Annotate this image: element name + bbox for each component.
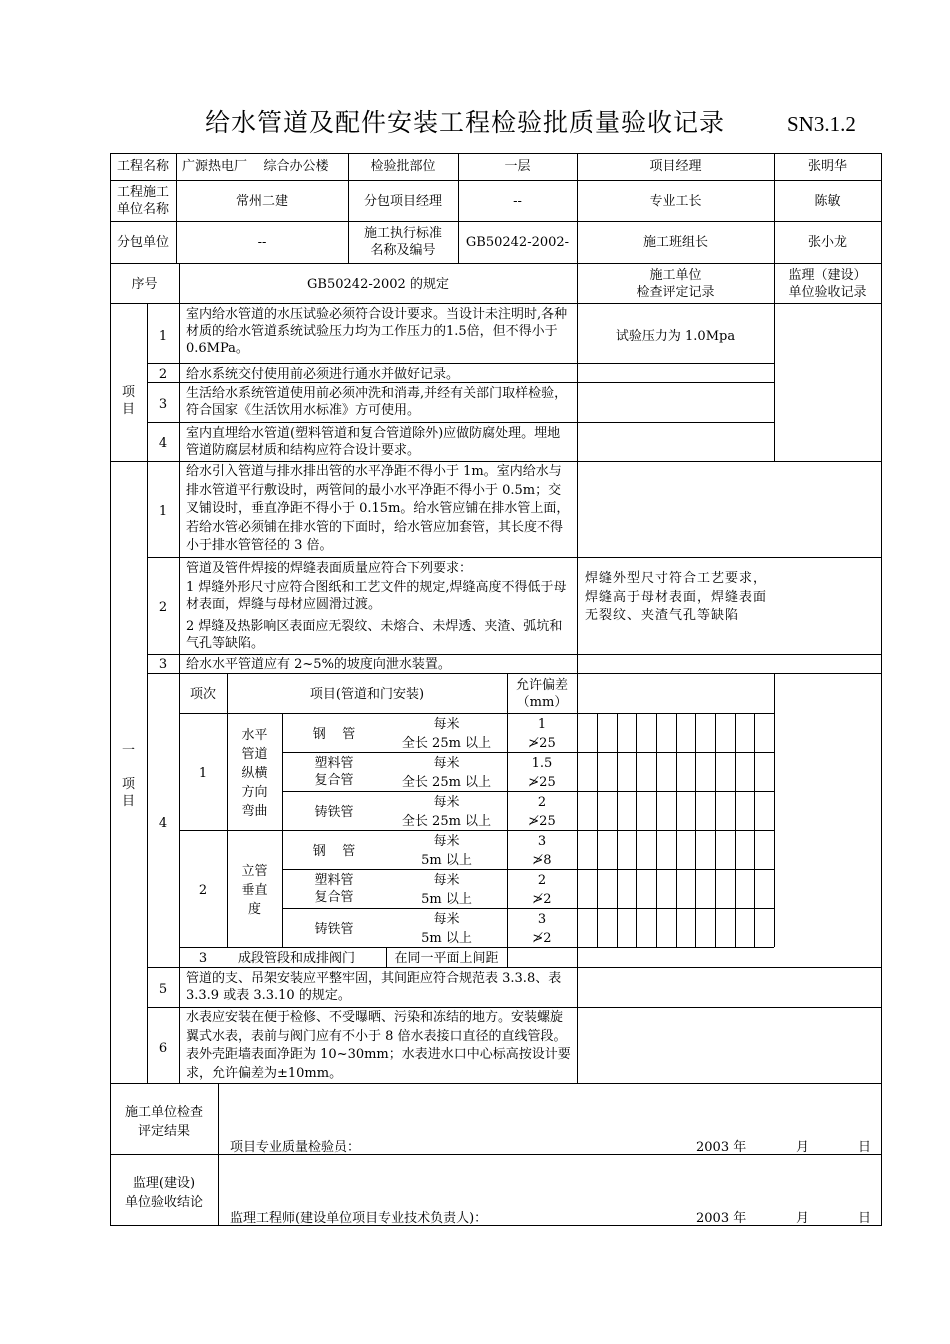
dev-material: 塑料管 复合管 <box>314 873 354 905</box>
dev-group-no: 1 <box>198 766 208 781</box>
main-item-text: 生活给水系统管道使用前必须冲洗和消毒,并经有关部门取样检验，符合国家《生活饮用水标准》方可使用。 <box>186 386 568 418</box>
dev-cond: 每米 <box>433 717 460 732</box>
dev-material: 铸铁管 <box>314 805 354 820</box>
dev-material: 铸铁管 <box>314 922 354 937</box>
foreman-value: 陈敏 <box>814 194 841 209</box>
subcontractor-value: -- <box>257 235 267 250</box>
general-item-no: 4 <box>158 816 168 831</box>
main-item-no: 1 <box>158 329 168 344</box>
contractor-result-label: 施工单位检查 评定结果 <box>124 1105 203 1139</box>
batch-location-value: 一层 <box>504 159 531 174</box>
col-self-check: 施工单位 检查评定记录 <box>636 268 715 300</box>
dev-cond: 每米 <box>433 873 460 888</box>
general-item-no: 2 <box>158 600 168 615</box>
form-code: SN3.1.2 <box>787 112 856 136</box>
dev-value: 1 <box>537 717 547 732</box>
general-item-no: 1 <box>158 504 168 519</box>
dev-cond: 每米 <box>433 912 460 927</box>
general-item-text: 给水水平管道应有 2~5%的坡度向泄水装置。 <box>186 657 451 672</box>
col-supervision: 监理（建设） 单位验收记录 <box>788 268 867 300</box>
contractor-value: 常州二建 <box>235 194 288 209</box>
dev-value: ≯2 <box>532 892 552 907</box>
standard-label: 施工执行标准 名称及编号 <box>363 226 442 258</box>
dev-col-allowance: 允许偏差 （mm） <box>515 678 568 710</box>
main-item-text: 室内直埋给水管道(塑料管道和复合管道除外)应做防腐处理。埋地管道防腐层材质和结构应符合设计要求。 <box>186 426 561 458</box>
foreman-label: 专业工长 <box>649 194 702 209</box>
general-item-no: 3 <box>158 657 168 672</box>
supervision-sign-month: 月 <box>796 1211 810 1226</box>
dev-value: ≯25 <box>528 814 556 829</box>
contractor-sign-label: 项目专业质量检验员： <box>230 1140 361 1155</box>
general-item-sub: 2 焊缝及热影响区表面应无裂纹、未熔合、未焊透、夹渣、弧坑和气孔等缺陷。 <box>186 619 563 651</box>
dev-cond: 5m 以上 <box>421 892 472 907</box>
general-item-text: 管道及管件焊接的焊缝表面质量应符合下列要求： <box>186 561 473 576</box>
main-item-no: 3 <box>158 397 168 412</box>
dev-col-item-no: 项次 <box>189 687 216 702</box>
dev-cond: 每米 <box>433 756 460 771</box>
dev-group-no: 3 <box>198 951 208 966</box>
general-item-text: 管道的支、吊架安装应平整牢固，其间距应符合规范表 3.3.8、表 3.3.9 或表 3.3.10 的规定。 <box>186 971 562 1003</box>
main-group-label: 项 目 <box>121 385 135 417</box>
general-item-record: 焊缝外型尺寸符合工艺要求，焊缝高于母材表面，焊缝表面无裂纹、夹渣气孔等缺陷 <box>585 571 768 623</box>
contractor-sign-year: 2003 年 <box>696 1140 747 1155</box>
dev-group-label: 成段管段和成排阀门 <box>238 951 356 966</box>
project-manager-value: 张明华 <box>807 159 847 174</box>
general-item-sub: 1 焊缝外形尺寸应符合图纸和工艺文件的规定,焊缝高度不得低于母材表面，焊缝与母材应圆滑过渡。 <box>186 580 567 612</box>
dev-cond: 全长 25m 以上 <box>401 814 492 829</box>
dev-cond: 全长 25m 以上 <box>401 736 492 751</box>
general-item-text: 水表应安装在便于检修、不受曝晒、污染和冻结的地方。安装螺旋翼式水表，表前与阀门应有不小于 8 倍水表接口直径的直线管段。表外壳距墙表面净距为 10~30mm；水表进水口中心标高按设计要求，允许偏差为±10mm。 <box>186 1010 571 1081</box>
col-seq: 序号 <box>131 277 158 292</box>
supervision-sign-year: 2003 年 <box>696 1211 747 1226</box>
contractor-sign-month: 月 <box>796 1140 810 1155</box>
dev-value: 2 <box>537 795 547 810</box>
general-item-no: 6 <box>158 1041 168 1056</box>
supervision-sign-label: 监理工程师(建设单位项目专业技术负责人)： <box>230 1211 488 1226</box>
main-item-no: 2 <box>158 367 168 382</box>
contractor-label: 工程施工 单位名称 <box>116 185 169 217</box>
main-item-text: 给水系统交付使用前必须进行通水并做好记录。 <box>186 367 460 382</box>
team-leader-label: 施工班组长 <box>642 235 708 250</box>
standard-value: GB50242-2002- <box>465 235 570 250</box>
batch-location-label: 检验批部位 <box>370 159 436 174</box>
general-item-no: 5 <box>158 982 168 997</box>
dev-value: ≯25 <box>528 775 556 790</box>
main-item-no: 4 <box>158 436 168 451</box>
dev-value: 3 <box>537 834 547 849</box>
dev-value: ≯2 <box>532 931 552 946</box>
subcontractor-label: 分包单位 <box>116 235 169 250</box>
sub-manager-value: -- <box>513 194 522 209</box>
document-title: 给水管道及配件安装工程检验批质量验收记录 <box>205 108 726 137</box>
dev-cond: 全长 25m 以上 <box>401 775 492 790</box>
general-group-label: 一 项 目 <box>121 743 135 809</box>
team-leader-value: 张小龙 <box>807 235 847 250</box>
dev-group-no: 2 <box>198 883 208 898</box>
col-spec: GB50242-2002 的规定 <box>307 277 449 292</box>
dev-value: 3 <box>537 912 547 927</box>
dev-material: 塑料管 复合管 <box>314 756 354 788</box>
dev-value: ≯25 <box>528 736 556 751</box>
dev-group-label: 水平 管道 纵横 方向 弯曲 <box>241 728 268 819</box>
dev-cond: 每米 <box>433 795 460 810</box>
dev-value: 2 <box>537 873 547 888</box>
contractor-sign-day: 日 <box>858 1140 872 1155</box>
dev-cond: 在同一平面上间距 <box>394 951 499 966</box>
supervision-sign-day: 日 <box>858 1211 872 1226</box>
supervision-result-label: 监理(建设) 单位验收结论 <box>124 1176 203 1210</box>
project-name-value: 广源热电厂 综合办公楼 <box>182 159 329 174</box>
dev-value: 1.5 <box>531 756 553 771</box>
dev-col-item: 项目(管道和门安装) <box>309 687 425 702</box>
dev-cond: 5m 以上 <box>421 931 472 946</box>
sub-manager-label: 分包项目经理 <box>363 194 442 209</box>
dev-cond: 每米 <box>433 834 460 849</box>
dev-material: 钢 管 <box>312 844 356 859</box>
dev-group-label: 立管 垂直 度 <box>241 864 268 917</box>
project-name-label: 工程名称 <box>116 159 169 174</box>
main-item-record: 试验压力为 1.0Mpa <box>615 329 736 344</box>
general-item-text: 给水引入管道与排水排出管的水平净距不得小于 1m。室内给水与排水管道平行敷设时，两管间的最小水平净距不得小于 0.5m；交叉铺设时，垂直净距不得小于 0.15m。给水管应铺在排水管上面，若给水管必须铺在排水管的下面时，给水管应加套管，其长度不得小于排水管管径的 3 倍。 <box>186 464 570 553</box>
dev-material: 钢 管 <box>312 727 356 742</box>
project-manager-label: 项目经理 <box>649 159 702 174</box>
dev-value: ≯8 <box>532 853 552 868</box>
dev-cond: 5m 以上 <box>421 853 472 868</box>
main-item-text: 室内给水管道的水压试验必须符合设计要求。当设计未注明时,各种材质的给水管道系统试验压力均为工作压力的1.5倍，但不得小于 0.6MPa。 <box>186 307 568 356</box>
